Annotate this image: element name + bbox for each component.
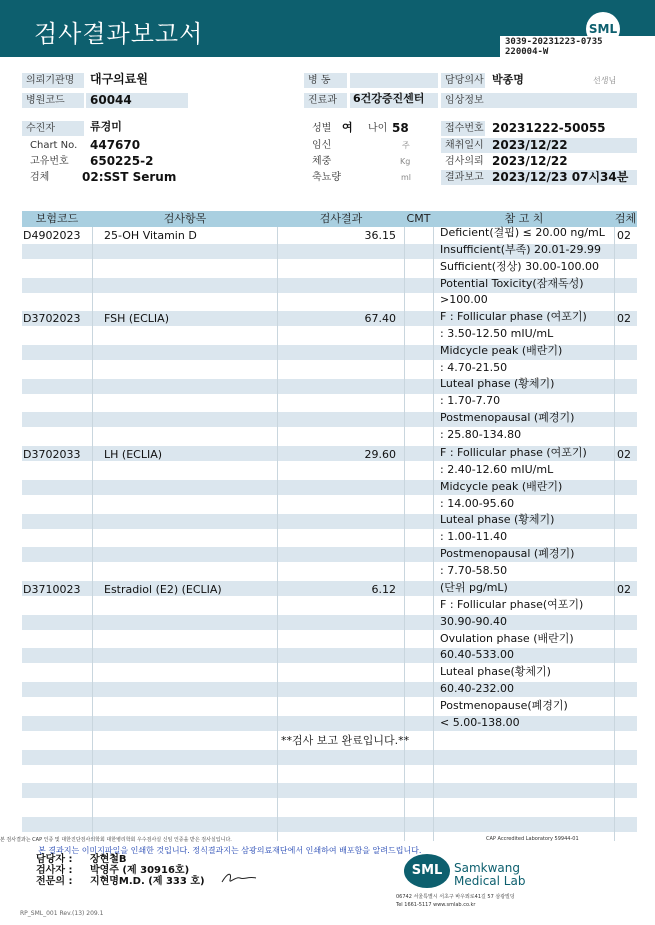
urine-label: 축뇨량: [312, 172, 341, 183]
col-divider: [433, 227, 434, 841]
collect-label: 채취일시: [441, 138, 637, 153]
row-specimen: 02: [617, 312, 631, 325]
dept-label: 진료과: [304, 93, 347, 108]
row-code: D4902023: [23, 229, 81, 242]
lab-address: 06742 서울특별시 서초구 바우뫼로41길 57 삼광빌딩: [396, 894, 515, 900]
institution-label: 의뢰기관명: [22, 73, 84, 88]
brand-logo-icon: SML: [404, 854, 450, 888]
hospital-code-value: 60044: [90, 93, 132, 107]
staff-specialist: 전문의 : 지현명M.D. (제 333 호): [36, 876, 205, 887]
row-code: D3710023: [23, 583, 81, 596]
row-item: FSH (ECLIA): [104, 312, 169, 325]
row-specimen: 02: [617, 229, 631, 242]
sex-value: 여: [342, 121, 353, 134]
row-reference: F : Follicular phase (여포기) : 3.50-12.50 mIU/mL Midcycle peak (배란기) : 4.70-21.50 Luteal phase (황체기) : 1.70-7.70 Postmenopausal (폐경기) : 25.80-134.80: [440, 310, 587, 441]
request-label: 검사의뢰: [445, 156, 484, 167]
row-reference: F : Follicular phase (여포기) : 2.40-12.60 mIU/mL Midcycle peak (배란기) : 14.00-95.60 Luteal phase (황체기) : 1.00-11.40 Postmenopausal (폐경기) : 7.70-58.50: [440, 446, 587, 577]
brand-name: Samkwang Medical Lab: [454, 861, 526, 888]
row-reference: Deficient(결핍) ≤ 20.00 ng/mL Insufficient(부족) 20.01-29.99 Sufficient(정상) 30.00-100.00 Potential Toxicity(잠재독성) >100.00: [440, 226, 605, 307]
urine-unit: ml: [401, 173, 412, 182]
staff-manager: 담당자 : 장현철B: [36, 854, 127, 865]
cap-number: CAP Accredited Laboratory 59944-01: [486, 836, 579, 842]
receipt-label: 접수번호: [441, 121, 485, 136]
row-specimen: 02: [617, 448, 631, 461]
doctor-label: 담당의사: [441, 73, 485, 88]
doc-number: 3039-20231223-0735 220004-W: [505, 37, 603, 57]
sex-label: 성별: [312, 123, 332, 134]
weight-label: 체중: [312, 156, 332, 167]
collect-value: 2023/12/22: [492, 138, 568, 152]
patient-value: 류경미: [90, 120, 122, 133]
table-stripe: [22, 817, 637, 832]
col-divider: [614, 227, 615, 841]
col-divider: [277, 227, 278, 841]
row-code: D3702033: [23, 448, 81, 461]
institution-value: 대구의료원: [90, 72, 148, 86]
ward-label: 병 동: [304, 73, 347, 88]
col-cmt: CMT: [406, 212, 431, 225]
age-value: 58: [392, 121, 409, 135]
col-item: 검사항목: [163, 212, 207, 225]
report-value: 2023/12/23 07시34분: [492, 170, 629, 184]
patient-label: 수진자: [22, 121, 84, 136]
accreditation-note: 본 검사결과는 CAP 인증 및 대한진단검사의학회 대한병리학회 우수검사실 신임 인증을 받은 검사실입니다.: [0, 837, 232, 843]
clinical-label: 임상정보: [441, 93, 637, 108]
form-code: RP_SML_001 Rev.(13) 209.1: [20, 910, 104, 917]
doctor-value: 박종명: [492, 73, 524, 86]
ward-value: [350, 73, 438, 88]
dept-value: 6건강증진센터: [353, 92, 425, 105]
row-result: 36.15: [364, 229, 396, 242]
col-divider: [92, 227, 93, 841]
chart-value: 447670: [90, 138, 141, 152]
row-item: Estradiol (E2) (ECLIA): [104, 583, 222, 596]
specimen-value: 02:SST Serum: [82, 170, 177, 184]
row-result: 6.12: [371, 583, 396, 596]
pregnancy-unit: 주: [402, 141, 410, 150]
row-code: D3702023: [23, 312, 81, 325]
row-item: 25-OH Vitamin D: [104, 229, 197, 242]
col-code: 보험코드: [35, 212, 79, 225]
staff-examiner: 검사자 : 박영주 (제 30916호): [36, 865, 190, 876]
request-value: 2023/12/22: [492, 154, 568, 168]
lab-phone: Tel 1661-5117 www.smlab.co.kr: [396, 902, 476, 908]
row-result: 67.40: [364, 312, 396, 325]
print-notice: 본 결과지는 이미지파일을 인쇄한 것입니다. 정식결과지는 삼광의료재단에서 인쇄하여 배포함을 알려드립니다.: [38, 846, 422, 855]
row-reference: (단위 pg/mL) F : Follicular phase(여포기) 30.90-90.40 Ovulation phase (배란기) 60.40-533.00 Luteal phase(황체기) 60.40-232.00 Postmenopause(폐경기) < 5.00-138.00: [440, 581, 584, 729]
table-stripe: [22, 750, 637, 765]
id-label: 고유번호: [30, 156, 69, 167]
doctor-suffix: 선생님: [593, 76, 617, 85]
col-result: 검사결과: [319, 212, 363, 225]
col-reference: 참 고 치: [504, 212, 544, 225]
page-title: 검사결과보고서: [34, 20, 204, 48]
col-specimen: 검체: [614, 212, 637, 225]
sml-logo-icon: SML: [586, 12, 620, 46]
receipt-value: 20231222-50055: [492, 121, 606, 135]
report-complete-note: **검사 보고 완료입니다.**: [281, 734, 410, 747]
signature-icon: [220, 870, 260, 886]
row-result: 29.60: [364, 448, 396, 461]
table-stripe: [22, 783, 637, 798]
hospital-code-label: 병원코드: [22, 93, 84, 108]
age-label: 나이: [368, 123, 388, 134]
chart-label: Chart No.: [30, 140, 78, 151]
report-label: 결과보고: [441, 170, 637, 185]
row-specimen: 02: [617, 583, 631, 596]
row-item: LH (ECLIA): [104, 448, 163, 461]
id-value: 650225-2: [90, 154, 154, 168]
weight-unit: Kg: [400, 157, 411, 166]
specimen-label: 검체: [30, 172, 50, 183]
pregnancy-label: 임신: [312, 140, 332, 151]
